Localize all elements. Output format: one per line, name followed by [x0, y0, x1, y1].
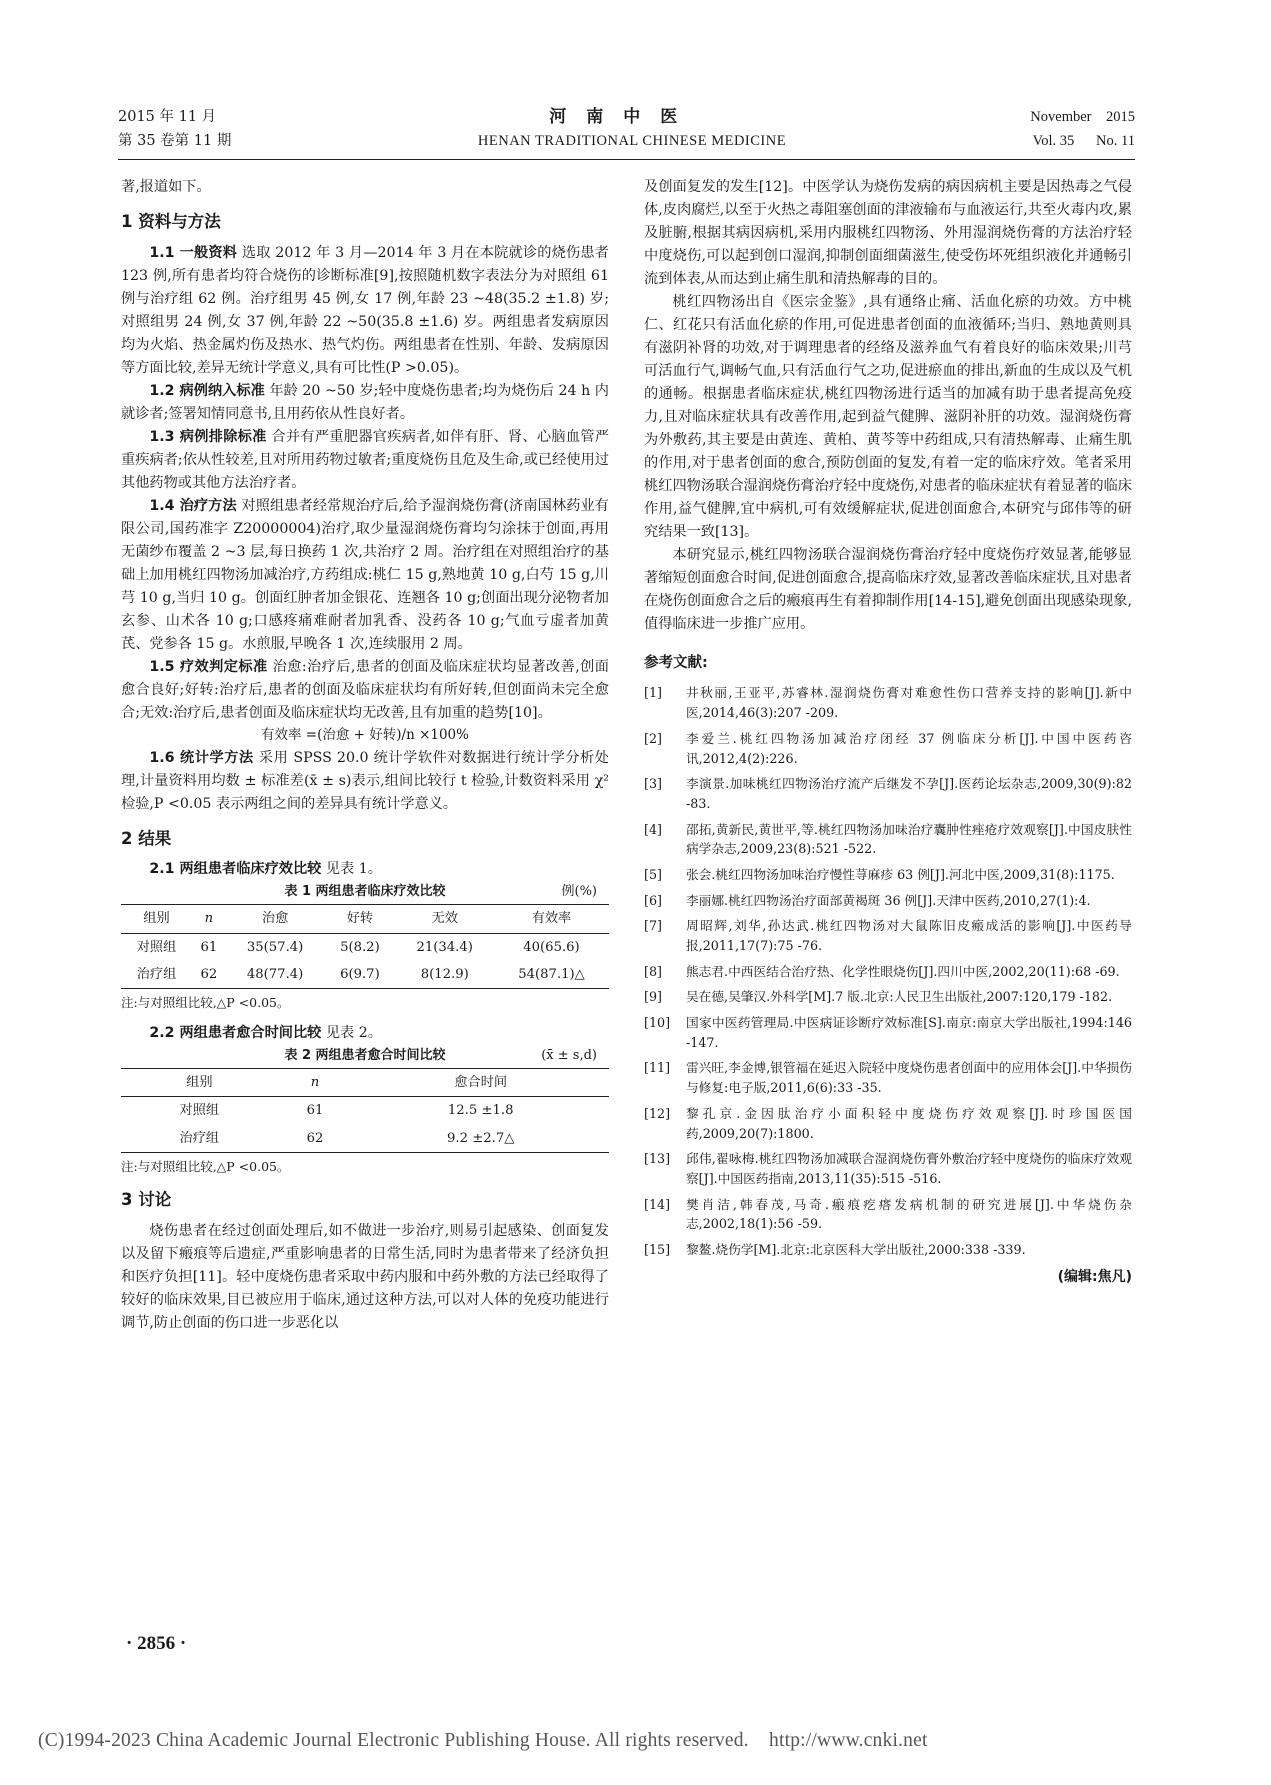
table-cell: 61 [306, 1103, 324, 1119]
discussion-para-cont: 及创面复发的发生[12]。中医学认为烧伤发病的病因病机主要是因热毒之气侵体,皮肉腐烂,以至于火热之毒阻塞创面的津液输布与血液运行,共至火毒内攻,累及脏腑,根据其病因病机,采用内服桃红四物汤、外用湿润烧伤膏的方法治疗轻中度烧伤,可以起到创口湿润,抑制创面细菌滋生,使受伤坏死组织液化并通畅引流到体表,从而达到止痛生肌和清热解毒的目的。 [644, 179, 1132, 287]
reference-number: [11] [644, 1060, 671, 1076]
header-rule [118, 159, 1135, 160]
table-header-cell: n [204, 911, 214, 927]
para-1-6 [121, 747, 609, 816]
table-cell: 对照组 [179, 1103, 220, 1119]
table-2-caption [121, 1045, 609, 1066]
para-1-2-title: 1.2 病例纳入标准 [149, 382, 265, 399]
reference-text: 李爱兰.桃红四物汤加减治疗闭经 37 例临床分析[J].中国中医药咨讯,2012,4(2):226. [686, 730, 1132, 766]
reference-text: 黎鳌.烧伤学[M].北京:北京医科大学出版社,2000:338 -339. [686, 1241, 1026, 1257]
references-title: 参考文献: [644, 655, 708, 671]
para-1-4-title: 1.4 治疗方法 [149, 497, 237, 514]
para-1-2 [121, 380, 609, 426]
table-2 [121, 1068, 609, 1153]
table-cell: 治疗组 [136, 967, 177, 983]
para-1-2-text: 年龄 20 ~50 岁;轻中度烧伤患者;均为烧伤后 24 h 内就诊者;签署知情同意书,且用药依从性良好者。 [121, 382, 609, 422]
reference-number: [14] [644, 1196, 671, 1212]
reference-item [644, 729, 1132, 768]
para-1-1 [121, 242, 609, 380]
table-cell: 40(65.6) [523, 939, 580, 955]
reference-text: 邱伟,翟咏梅.桃红四物汤加减联合湿润烧伤膏外敷治疗轻中度烧伤的临床疗效观察[J].中国医药指南,2013,11(35):515 -516. [686, 1151, 1132, 1186]
para-1-3 [121, 426, 609, 495]
intro-tail: 著,报道如下。 [121, 179, 211, 195]
reference-text: 邵拓,黄新民,黄世平,等.桃红四物汤加味治疗囊肿性痤疮疗效观察[J].中国皮肤性病学杂志,2009,23(8):521 -522. [686, 821, 1132, 857]
reference-item [644, 1058, 1132, 1097]
reference-text: 李演景.加味桃红四物汤治疗流产后继发不孕[J].医药论坛杂志,2009,30(9):82 -83. [686, 776, 1132, 811]
section-2-title: 2 结果 [121, 828, 172, 848]
reference-item [644, 987, 1132, 1007]
page-number: · 2856 · [126, 1633, 187, 1654]
reference-item [644, 1195, 1132, 1234]
table-row [121, 1125, 609, 1153]
para-1-5 [121, 656, 609, 725]
table-2-title: 表 2 两组患者愈合时间比较 [284, 1047, 446, 1063]
reference-number: [7] [644, 918, 662, 934]
section-1-title: 1 资料与方法 [121, 212, 221, 231]
table-cell: 61 [200, 939, 218, 955]
running-header [118, 106, 1135, 158]
header-volume-en: Vol. 35 No. 11 [1032, 133, 1135, 150]
table-cell: 54(87.1)△ [518, 967, 585, 983]
para-1-5-title: 1.5 疗效判定标准 [149, 658, 268, 675]
table-1-note: 注:与对照组比较,△P <0.05。 [121, 995, 290, 1011]
reference-text: 张会.桃红四物汤加味治疗慢性荨麻疹 63 例[J].河北中医,2009,31(8):1175. [686, 866, 1115, 882]
table-header-row [121, 1068, 609, 1096]
journal-name-cn: 河南中医 [549, 107, 698, 128]
discussion-para-2: 桃红四物汤出自《医宗金鉴》,具有通络止痛、活血化瘀的功效。方中桃仁、红花只有活血化瘀的作用,可促进患者创面的血液循环;当归、熟地黄则具有滋阴补肾的功效,对于调理患者的经络及滋养血气有着良好的临床效果;川芎可活血行气,调畅气血,只有活血行气之功,促进瘀血的排出,新血的生成以及气机的通畅。根据患者临床症状,桃红四物汤进行适当的加减有助于患者提高免疫力,且对临床症状具有改善作用,起到益气健脾、滋阴补肝的功效。湿润烧伤膏为外敷药,其主要是由黄连、黄柏、黄芩等中药组成,只有清热解毒、止痛生肌的作用,对于患者创面的愈合,预防创面的复发,有着一定的临床疗效。笔者采用桃红四物汤联合湿润烧伤膏治疗轻中度烧伤,对患者的临床症状有着显著的临床作用,益气健脾,宜中病机,可有效缓解症状,促进创面愈合,本研究与邱伟等的研究结果一致[13]。 [644, 294, 1132, 540]
table-cell: 62 [200, 967, 218, 983]
para-2-1-title: 2.1 两组患者临床疗效比较 [149, 861, 322, 878]
table-row [121, 1097, 609, 1125]
reference-item [644, 1013, 1132, 1052]
efficacy-formula: 有效率 =(治愈 + 好转)/n ×100% [261, 726, 469, 743]
table-cell: 35(57.4) [246, 939, 304, 955]
reference-text: 熊志君.中西医结合治疗热、化学性眼烧伤[J].四川中医,2002,20(11):68 -69. [686, 963, 1120, 979]
table-cell: 9.2 ±2.7△ [447, 1130, 515, 1146]
reference-item [644, 1149, 1132, 1188]
reference-text: 李丽娜.桃红四物汤治疗面部黄褐斑 36 例[J].天津中医药,2010,27(1):4. [686, 892, 1091, 908]
editor-credit: (编辑:焦凡) [1057, 1268, 1132, 1285]
table-cell: 12.5 ±1.8 [447, 1103, 514, 1119]
left-column [121, 176, 609, 1335]
para-2-2-title: 2.2 两组患者愈合时间比较 [149, 1024, 322, 1041]
para-1-6-text: 采用 SPSS 20.0 统计学软件对数据进行统计学分析处理,计量资料用均数 ± 标准差(x̄ ± s)表示,组间比较行 t 检验,计数资料采用 χ² 检验,P <0.05 表示两组之间的差异具有统计学意义。 [121, 749, 609, 812]
table-header-cell: 好转 [346, 911, 374, 927]
reference-item [644, 916, 1132, 955]
table-cell: 5(8.2) [340, 939, 380, 955]
table-1-title: 表 1 两组患者临床疗效比较 [284, 884, 446, 900]
table-cell: 48(77.4) [246, 967, 304, 983]
reference-item [644, 1240, 1132, 1260]
journal-name-en: HENAN TRADITIONAL CHINESE MEDICINE [477, 133, 787, 150]
table-cell: 21(34.4) [416, 939, 473, 955]
table-header-cell: 组别 [143, 911, 170, 927]
reference-number: [2] [644, 730, 662, 746]
reference-item [644, 1104, 1132, 1143]
para-1-4 [121, 495, 609, 656]
para-1-1-text: 选取 2012 年 3 月—2014 年 3 月在本院就诊的烧伤患者 123 例,所有患者均符合烧伤的诊断标准[9],按照随机数字表法分为对照组 61 例与治疗组 62 例。治疗组男 45 例,女 17 例,年龄 23 ~48(35.2 ±1.8) 岁;对照组男 24 例,女 37 例,年龄 22 ~50(35.8 ±1.6) 岁。两组患者发病原因均为火焰、热金属灼伤及热水、热气灼伤。两组患者在性别、年龄、发病原因等方面比较,差异无统计学意义,具有可比性(P >0.05)。 [121, 244, 609, 376]
para-1-4-text: 对照组患者经常规治疗后,给予湿润烧伤膏(济南国林药业有限公司,国药准字 Z20000004)治疗,取少量湿润烧伤膏均匀涂抹于创面,再用无菌纱布覆盖 2 ~3 层,每日换药 1 次,共治疗 2 周。治疗组在对照组治疗的基础上加用桃红四物汤加减治疗,方药组成:桃仁 15 g,熟地黄 10 g,白芍 15 g,川芎 10 g,当归 10 g。创面红肿者加金银花、连翘各 10 g;创面出现分泌物者加玄参、山术各 10 g;口感疼痛难耐者加乳香、没药各 10 g;气血亏虚者加黄芪、党参各 15 g。水煎服,早晚各 1 次,连续服用 2 周。 [121, 497, 609, 652]
para-2-2 [121, 1022, 609, 1045]
reference-item [644, 683, 1132, 722]
reference-number: [6] [644, 892, 662, 908]
table-row [121, 961, 609, 989]
reference-text: 周昭辉,刘华,孙达武.桃红四物汤对大鼠陈旧皮瘢成活的影响[J].中医药导报,2011,17(7):75 -76. [686, 918, 1132, 954]
table-1-unit: 例(%) [561, 884, 597, 900]
table-header-cell: 治愈 [261, 911, 289, 927]
section-3-title: 3 讨论 [121, 1190, 172, 1210]
copyright-footer: (C)1994-2023 China Academic Journal Electronic Publishing House. All rights reserved. http://www.cnki.net [38, 1730, 928, 1751]
discussion-para-3: 本研究显示,桃红四物汤联合湿润烧伤膏治疗轻中度烧伤疗效显著,能够显著缩短创面愈合时间,促进创面愈合,提高临床疗效,显著改善临床症状,且对患者在烧伤创面愈合之后的瘢痕再生有着抑制作用[14-15],避免创面出现感染现象,值得临床进一步推广应用。 [644, 547, 1132, 632]
table-header-cell: 有效率 [531, 911, 572, 927]
table-1-caption [121, 881, 609, 902]
header-date: 2015 年 11 月 [118, 109, 217, 126]
table-header-cell: 愈合时间 [454, 1074, 508, 1090]
para-1-6-title: 1.6 统计学方法 [149, 749, 254, 766]
table-header-cell: 组别 [186, 1074, 213, 1090]
reference-item [644, 820, 1132, 859]
table-cell: 对照组 [136, 939, 177, 955]
header-date-en: November 2015 [1030, 109, 1135, 126]
table-cell: 62 [306, 1130, 324, 1146]
reference-text: 国家中医药管理局.中医病证诊断疗效标准[S].南京:南京大学出版社,1994:146 -147. [686, 1015, 1132, 1050]
reference-number: [8] [644, 963, 662, 979]
reference-list [644, 683, 1132, 1259]
para-1-3-title: 1.3 病例排除标准 [149, 428, 267, 445]
reference-item [644, 891, 1132, 911]
para-2-2-text: 见表 2。 [325, 1024, 382, 1041]
reference-text: 吴在德,吴肇汉.外科学[M].7 版.北京:人民卫生出版社,2007:120,179 -182. [686, 989, 1113, 1005]
table-cell: 8(12.9) [420, 967, 469, 983]
table-1 [121, 904, 609, 989]
reference-number: [9] [644, 989, 662, 1005]
reference-item [644, 962, 1132, 982]
table-cell: 治疗组 [179, 1130, 220, 1146]
reference-text: 井秋丽,王亚平,苏睿林.湿润烧伤膏对难愈性伤口营养支持的影响[J].新中医,2014,46(3):207 -209. [686, 685, 1132, 721]
reference-number: [4] [644, 821, 662, 837]
table-header-cell: 无效 [431, 911, 458, 927]
para-1-5-text: 治愈:治疗后,患者的创面及临床症状均显著改善,创面愈合良好;好转:治疗后,患者的创面及临床症状均有所好转,但创面尚未完全愈合;无效:治疗后,患者创面及临床症状均无改善,且有加重的趋势[10]。 [121, 658, 609, 721]
table-cell: 6(9.7) [340, 967, 380, 983]
table-2-note: 注:与对照组比较,△P <0.05。 [121, 1158, 290, 1174]
reference-text: 樊肖洁,韩春茂,马奇.瘢痕疙瘩发病机制的研究进展[J].中华烧伤杂志,2002,18(1):56 -59. [686, 1196, 1132, 1232]
reference-number: [3] [644, 776, 662, 792]
para-1-1-title: 1.1 一般资料 [149, 244, 238, 261]
reference-number: [15] [644, 1241, 671, 1257]
para-2-1-text: 见表 1。 [325, 861, 382, 878]
reference-number: [5] [644, 866, 662, 882]
discussion-para: 烧伤患者在经过创面处理后,如不做进一步治疗,则易引起感染、创面复发以及留下瘢痕等后遗症,严重影响患者的日常生活,同时为患者带来了经济负担和医疗负担[11]。轻中度烧伤患者采取中药内服和中药外敷的方法已经取得了较好的临床效果,目已被应用于临床,通过这种方法,可以对人体的免疫功能进行调节,防止创面的伤口进一步恶化以 [121, 1222, 609, 1331]
reference-number: [13] [644, 1151, 671, 1167]
para-2-1 [121, 858, 609, 881]
reference-item [644, 865, 1132, 885]
right-column [644, 176, 1132, 1288]
reference-number: [1] [644, 685, 662, 701]
para-1-3-text: 合并有严重肥器官疾病者,如伴有肝、肾、心脑血管严重疾病者;依从性较差,且对所用药物过敏者;重度烧伤且危及生命,或已经使用过其他药物或其他方法治疗者。 [121, 428, 610, 491]
reference-item [644, 774, 1132, 813]
table-header-row [121, 905, 609, 933]
table-2-unit: (x̄ ± s,d) [541, 1047, 597, 1063]
reference-number: [12] [644, 1105, 671, 1121]
table-header-cell: n [310, 1074, 320, 1090]
table-row [121, 933, 609, 961]
reference-text: 雷兴旺,李金博,银管福在延迟入院轻中度烧伤患者创面中的应用体会[J].中华损伤与修复:电子版,2011,6(6):33 -35. [686, 1060, 1132, 1096]
header-volume: 第 35 卷第 11 期 [118, 133, 232, 150]
reference-text: 黎孔京.金因肽治疗小面积轻中度烧伤疗效观察[J].时珍国医国药,2009,20(7):1800. [686, 1105, 1132, 1141]
reference-number: [10] [644, 1015, 671, 1031]
